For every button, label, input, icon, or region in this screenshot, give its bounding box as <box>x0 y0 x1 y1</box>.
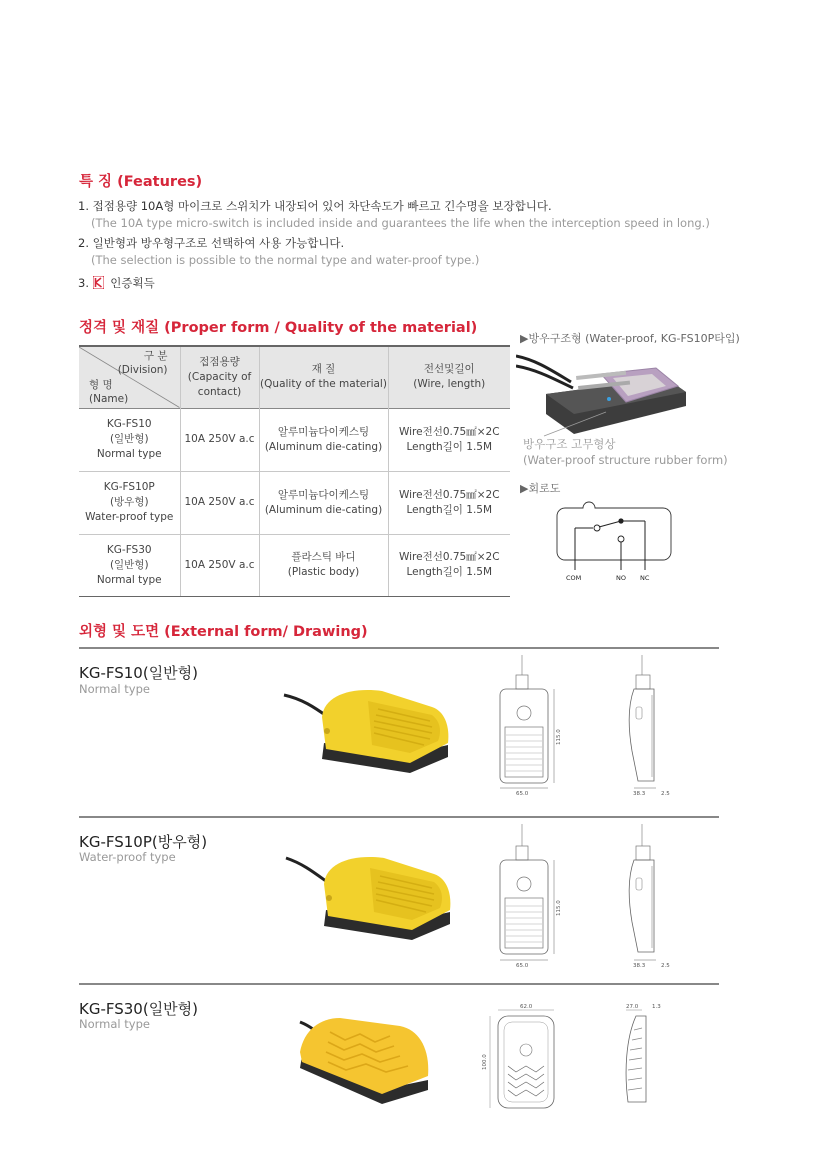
features-title: 특 징 (Features) <box>79 174 203 190</box>
product-type-fs10: Normal type <box>79 682 150 696</box>
cell-name <box>79 471 180 534</box>
cell-line: (방우형) <box>109 496 149 508</box>
cell-line: (일반형) <box>109 558 149 571</box>
feature-3-prefix: 3. <box>78 276 89 290</box>
section-divider <box>79 983 719 985</box>
dim-height: 115.0 <box>556 729 562 745</box>
dim-gap: 2.5 <box>661 791 670 795</box>
header-capacity-line: contact) <box>197 385 242 398</box>
cell-line: 플라스틱 바디 <box>291 551 356 563</box>
product-photo-fs10p <box>284 852 454 944</box>
cell-line: Length길이 1.5M <box>406 440 493 453</box>
spec-table <box>79 345 510 597</box>
circuit-label-nc: NC <box>640 574 650 582</box>
side-drawing-fs10 <box>616 655 690 795</box>
cell-name <box>79 534 180 596</box>
cell-line: Normal type <box>96 448 162 460</box>
dim-depth: 27.0 <box>626 1004 639 1010</box>
cell-line: KG-FS10 <box>106 418 152 430</box>
product-type-fs10p: Water-proof type <box>79 850 176 864</box>
product-photo-fs10 <box>282 685 452 777</box>
header-capacity-line: (Capacity of <box>187 370 252 383</box>
product-type-fs30: Normal type <box>79 1017 150 1031</box>
side-drawing-fs30 <box>606 1002 676 1112</box>
header-capacity <box>180 346 259 408</box>
cell-material <box>259 471 388 534</box>
rubber-caption-en: (Water-proof structure rubber form) <box>523 453 728 467</box>
header-wire-line: (Wire, length) <box>413 378 486 391</box>
cell-name <box>79 408 180 471</box>
side-drawing-fs10p <box>616 824 690 968</box>
cell-line: Wire전선0.75㎟×2C <box>398 551 500 563</box>
header-name-ko: 형 명 <box>89 378 113 391</box>
kc-mark-icon <box>93 276 104 289</box>
dim-width: 65.0 <box>516 963 529 968</box>
cell-line: Wire전선0.75㎟×2C <box>398 425 500 438</box>
spec-header-row <box>79 346 510 408</box>
circuit-label-com: COM <box>566 574 582 582</box>
front-drawing-fs10p <box>488 824 578 968</box>
cell-line: (Aluminum die-cating) <box>264 503 383 516</box>
circuit-label-no: NO <box>616 574 626 582</box>
cell-line: (Aluminum die-cating) <box>264 440 383 453</box>
product-name-fs10p: KG-FS10P(방우형) <box>79 833 208 851</box>
cell-line: (Plastic body) <box>287 566 360 578</box>
cell-wire <box>388 408 510 471</box>
dim-width: 62.0 <box>520 1004 533 1010</box>
rubber-caption-ko: 방우구조 고무형상 <box>523 437 616 451</box>
feature-2-en: (The selection is possible to the normal type and water-proof type.) <box>91 253 480 267</box>
header-name-en: (Name) <box>89 392 129 405</box>
header-division-ko: 구 분 <box>143 350 168 362</box>
cell-line: Length길이 1.5M <box>406 503 493 516</box>
header-division-en: (Division) <box>117 364 168 376</box>
header-capacity-line: 접점용량 <box>199 355 240 368</box>
dim-depth: 38.3 <box>633 791 646 795</box>
dim-height: 100.0 <box>482 1054 488 1070</box>
spec-title: 정격 및 재질 (Proper form / Quality of the material) <box>79 320 478 336</box>
table-row <box>79 534 510 596</box>
dim-gap: 1.3 <box>652 1004 661 1010</box>
cell-material <box>259 408 388 471</box>
cell-capacity: 10A 250V a.c <box>180 534 259 596</box>
cell-wire <box>388 471 510 534</box>
drawing-title: 외형 및 도면 (External form/ Drawing) <box>79 624 368 640</box>
waterproof-caption: ▶방우구조형 (Water-proof, KG-FS10P타입) <box>520 332 740 345</box>
cell-line: KG-FS10P <box>103 481 155 493</box>
header-material <box>259 346 388 408</box>
cell-material <box>259 534 388 596</box>
circuit-caption: ▶회로도 <box>520 482 561 495</box>
header-wire-line: 전선및길이 <box>423 363 475 376</box>
header-material-line: 재 질 <box>311 363 336 376</box>
cell-line: (일반형) <box>109 433 149 445</box>
feature-1-ko: 1. 접점용량 10A형 마이크로 스위치가 내장되어 있어 차단속도가 빠르고 긴수명을 보장합니다. <box>78 199 552 213</box>
dim-width: 65.0 <box>516 791 529 795</box>
header-wire <box>388 346 510 408</box>
cell-line: Water-proof type <box>85 511 174 523</box>
cell-line: KG-FS30 <box>106 543 152 556</box>
section-divider <box>79 816 719 818</box>
front-drawing-fs30 <box>478 1002 570 1112</box>
dim-depth: 38.3 <box>633 963 646 968</box>
feature-3-suffix: 인증획득 <box>110 276 155 290</box>
product-name-fs30: KG-FS30(일반형) <box>79 1000 199 1018</box>
cell-line: 알루미늄다이케스팅 <box>277 488 370 501</box>
dim-gap: 2.5 <box>661 963 670 968</box>
header-material-line: (Quality of the material) <box>260 378 387 391</box>
feature-item-2 <box>78 235 479 269</box>
cell-line: Length길이 1.5M <box>406 566 493 578</box>
dim-height: 115.0 <box>556 900 562 916</box>
table-row <box>79 471 510 534</box>
circuit-diagram <box>555 492 675 584</box>
spec-header-division-name <box>79 346 180 408</box>
cell-capacity: 10A 250V a.c <box>180 408 259 471</box>
feature-item-3 <box>78 275 155 292</box>
product-photo-fs30 <box>290 1010 440 1106</box>
feature-1-en: (The 10A type micro-switch is included inside and guarantees the life when the interception speed in long.) <box>91 216 710 230</box>
cell-line: Normal type <box>96 573 162 586</box>
feature-2-ko: 2. 일반형과 방우형구조로 선택하여 사용 가능합니다. <box>78 236 345 250</box>
product-name-fs10: KG-FS10(일반형) <box>79 664 199 682</box>
cell-wire <box>388 534 510 596</box>
cell-capacity: 10A 250V a.c <box>180 471 259 534</box>
section-divider <box>79 647 719 649</box>
cell-line: 알루미늄다이케스팅 <box>277 425 370 438</box>
rubber-caption <box>523 436 728 468</box>
feature-item-1 <box>78 198 710 232</box>
front-drawing-fs10 <box>488 655 578 795</box>
table-row <box>79 408 510 471</box>
cell-line: Wire전선0.75㎟×2C <box>398 488 500 501</box>
